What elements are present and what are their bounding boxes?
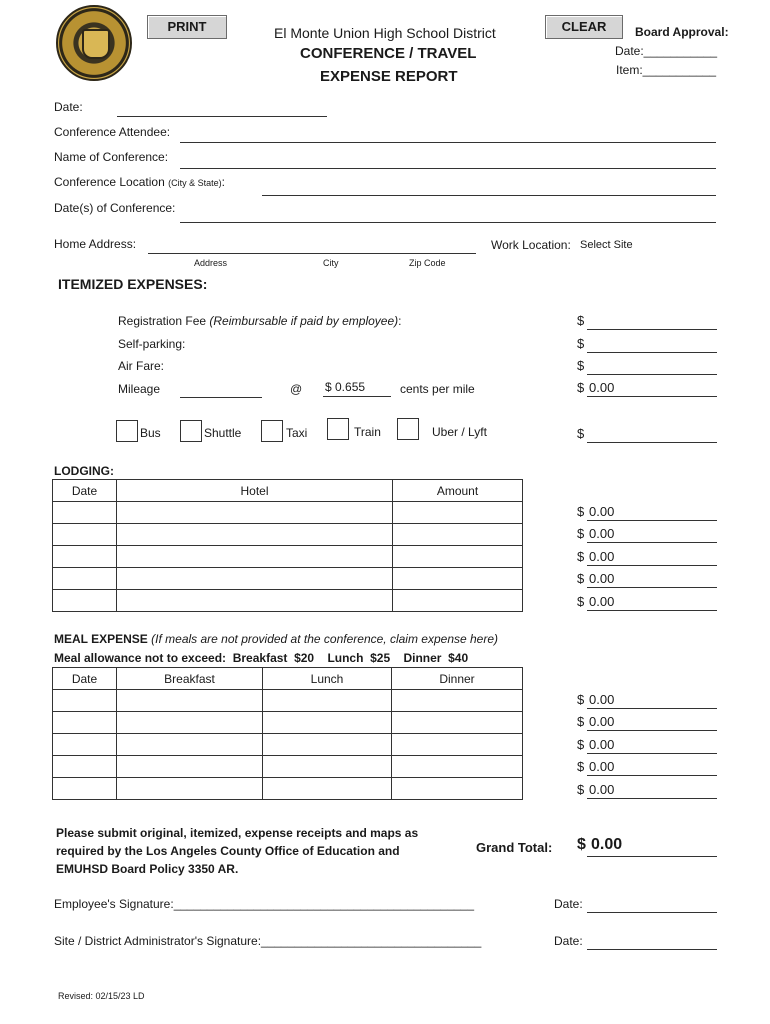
attendee-label: Conference Attendee: [54,125,171,139]
registration-label [118,314,402,328]
meal-col-dinner: Dinner [392,668,523,690]
admin-signature-line[interactable]: Site / District Administrator's Signature:_________________________________ [54,934,482,948]
meal-total-5: $ 0.00 [577,782,584,797]
table-row[interactable] [53,590,523,612]
lodging-heading: LODGING: [54,464,114,478]
cents-per-mile-label: cents per mile [400,382,475,396]
board-approval-label: Board Approval: [635,25,729,39]
attendee-field[interactable] [180,142,716,143]
air-fare-amount[interactable]: $ [577,358,584,373]
lodging-col-hotel: Hotel [117,480,393,502]
district-seal-logo [56,5,132,81]
lodging-total-1: $ 0.00 [577,504,584,519]
table-row[interactable] [53,778,523,800]
bus-label: Bus [140,426,161,440]
uber-lyft-checkbox[interactable] [397,418,419,440]
meal-total-1: $ 0.00 [577,692,584,707]
conference-location-label [54,175,225,189]
lodging-table [52,479,523,612]
lodging-total-2: $ 0.00 [577,526,584,541]
lodging-col-date: Date [53,480,117,502]
transport-amount[interactable]: $ [577,426,584,441]
mileage-amount: $ 0.00 [577,380,584,395]
clear-button[interactable]: CLEAR [545,15,623,39]
table-row[interactable] [53,502,523,524]
train-label: Train [354,425,381,439]
meal-col-breakfast: Breakfast [117,668,263,690]
bus-checkbox[interactable] [116,420,138,442]
table-row[interactable] [53,734,523,756]
district-name: El Monte Union High School District [274,25,496,41]
itemized-heading: ITEMIZED EXPENSES: [58,276,208,292]
conference-dates-label: Date(s) of Conference: [54,201,176,215]
meal-heading [54,632,498,646]
meal-heading-text: MEAL EXPENSE [54,632,148,646]
lodging-total-3: $ 0.00 [577,549,584,564]
shuttle-label: Shuttle [204,426,242,440]
lodging-col-amount: Amount [393,480,523,502]
registration-colon: : [398,314,402,328]
revised-note: Revised: 02/15/23 LD [58,991,145,1001]
conference-name-label: Name of Conference: [54,150,169,164]
lodging-total-5: $ 0.00 [577,594,584,609]
conference-location-text: Conference Location [54,175,165,189]
submit-note-line1: Please submit original, itemized, expense receipts and maps as [56,826,419,840]
submit-note-line3: EMUHSD Board Policy 3350 AR. [56,862,239,876]
grand-total-amount: $ 0.00 [577,836,586,854]
table-row[interactable] [53,690,523,712]
meal-col-lunch: Lunch [263,668,392,690]
meal-note: (If meals are not provided at the conference, claim expense here) [151,632,499,646]
registration-amount[interactable]: $ [577,313,584,328]
registration-note: (Reimbursable if paid by employee) [209,314,399,328]
meal-col-date: Date [53,668,117,690]
admin-date-field[interactable] [587,949,717,950]
train-checkbox[interactable] [327,418,349,440]
uber-lyft-label: Uber / Lyft [432,425,487,439]
zip-sublabel: Zip Code [409,258,446,268]
self-parking-amount[interactable]: $ [577,336,584,351]
meal-total-3: $ 0.00 [577,737,584,752]
meal-total-2: $ 0.00 [577,714,584,729]
air-fare-label: Air Fare: [118,359,165,373]
mileage-rate: $ 0.655 [325,380,366,394]
board-approval-date: Date:___________ [615,44,718,58]
date-label: Date: [54,100,83,114]
meal-allowance: Meal allowance not to exceed: Breakfast $20 Lunch $25 Dinner $40 [54,651,469,665]
table-row[interactable] [53,546,523,568]
form-title-line2: EXPENSE REPORT [320,68,458,85]
date-field[interactable] [117,116,327,117]
self-parking-label: Self-parking: [118,337,186,351]
city-sublabel: City [323,258,339,268]
work-location-label: Work Location: [491,238,571,252]
print-button[interactable]: PRINT [147,15,227,39]
address-sublabel: Address [194,258,228,268]
table-row[interactable] [53,524,523,546]
table-row[interactable] [53,712,523,734]
registration-text: Registration Fee [118,314,207,328]
employee-date-field[interactable] [587,912,717,913]
conference-location-colon: : [221,175,225,189]
meal-table [52,667,523,800]
lodging-total-4: $ 0.00 [577,571,584,586]
work-location-select[interactable]: Select Site [580,239,633,251]
conference-name-field[interactable] [180,168,716,169]
taxi-checkbox[interactable] [261,420,283,442]
conference-location-hint: (City & State) [168,178,222,188]
shuttle-checkbox[interactable] [180,420,202,442]
conference-location-field[interactable] [262,195,716,196]
submit-note-line2: required by the Los Angeles County Office of Education and [56,844,400,858]
mileage-label: Mileage [118,382,161,396]
meal-total-4: $ 0.00 [577,759,584,774]
conference-dates-field[interactable] [180,222,716,223]
home-address-label: Home Address: [54,237,137,251]
mileage-miles-field[interactable] [180,397,262,398]
mileage-rate-underline [323,396,391,397]
table-row[interactable] [53,568,523,590]
employee-date-label: Date: [554,897,583,911]
grand-total-label: Grand Total: [476,840,553,855]
table-row[interactable] [53,756,523,778]
employee-signature-line[interactable]: Employee's Signature:_____________________________________________ [54,897,475,911]
home-address-field[interactable] [148,253,476,254]
at-sign: @ [290,382,303,396]
form-title-line1: CONFERENCE / TRAVEL [300,45,477,62]
admin-date-label: Date: [554,934,583,948]
board-approval-item: Item:___________ [616,63,717,77]
taxi-label: Taxi [286,426,308,440]
